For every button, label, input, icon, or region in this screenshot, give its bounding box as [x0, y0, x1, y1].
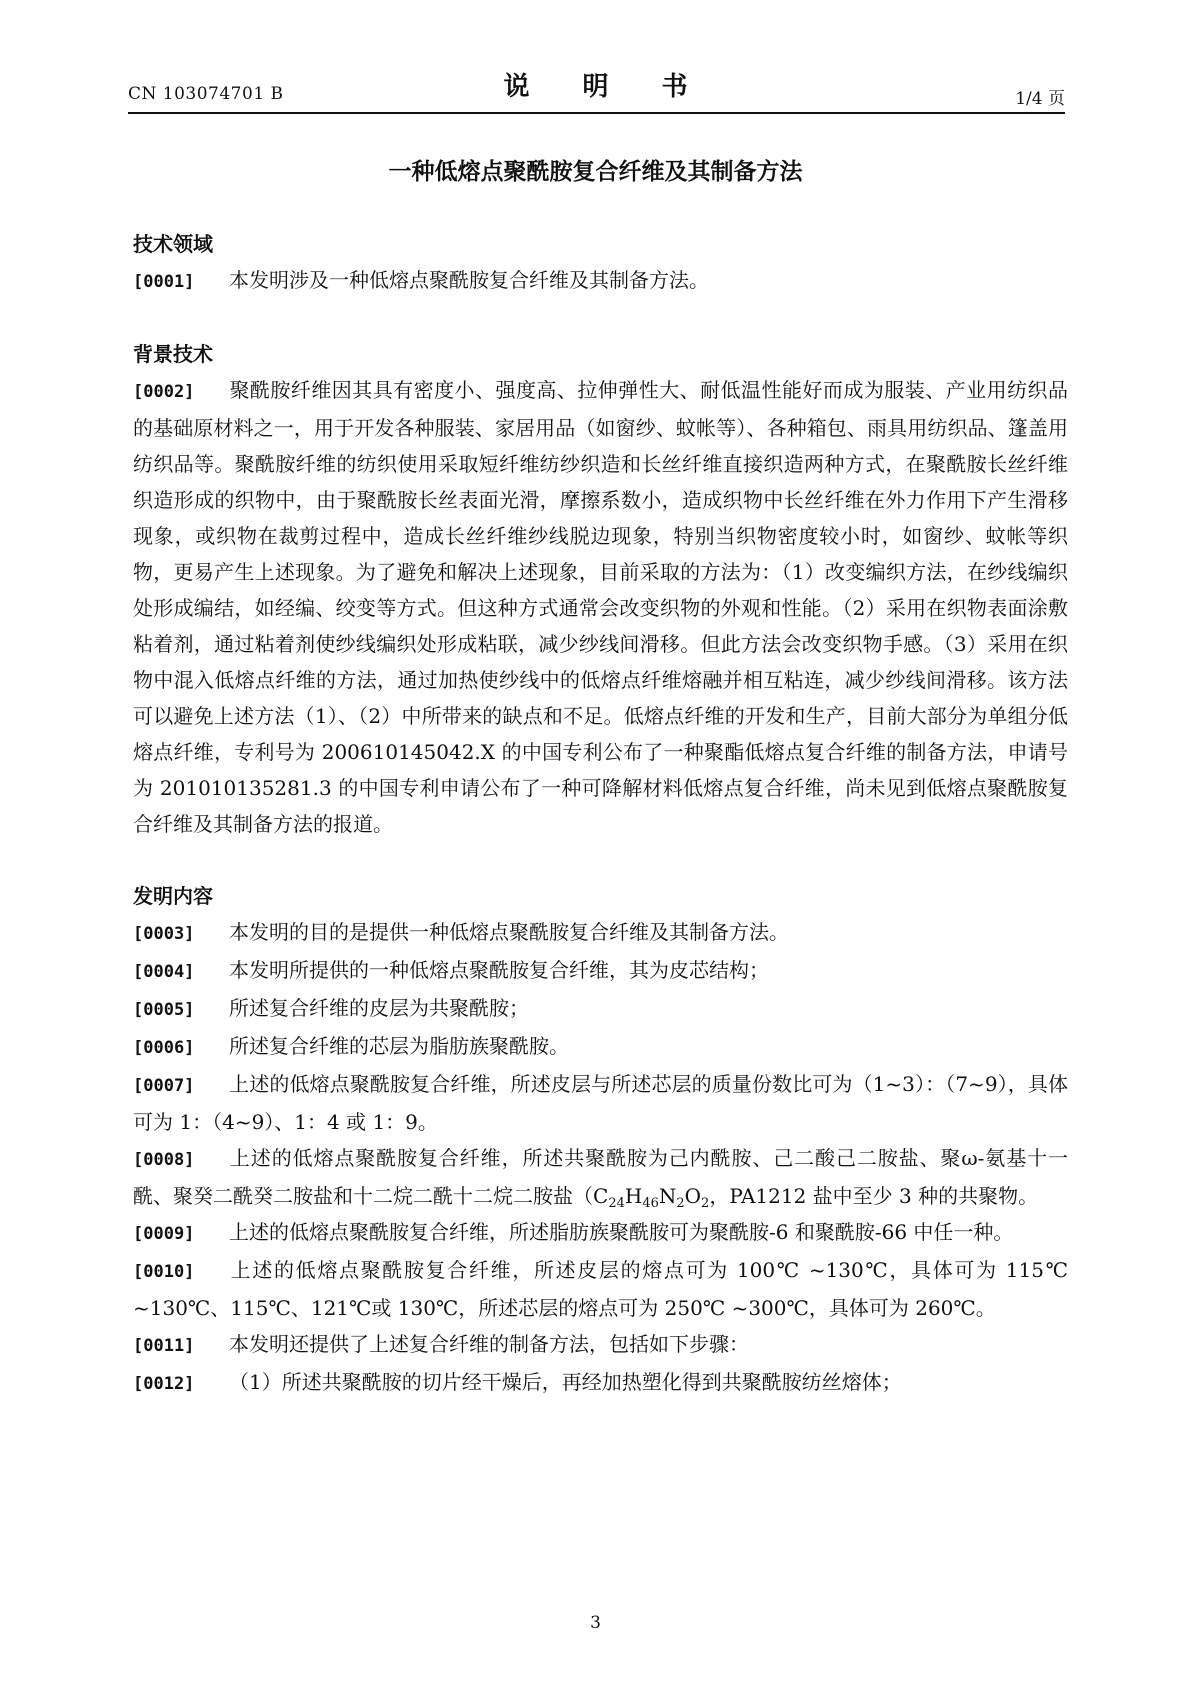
section-heading-summary: 发明内容	[133, 884, 213, 908]
formula-subscript: 2	[676, 1196, 685, 1211]
paragraph	[133, 372, 1068, 842]
header-divider	[128, 112, 1065, 114]
paragraph	[133, 262, 1068, 300]
paragraph	[133, 1028, 1068, 1066]
paragraph	[133, 1214, 1068, 1252]
paragraph	[133, 952, 1068, 990]
paragraph-number: [0003]	[133, 924, 195, 944]
paragraph-text: ，PA1212 盐中至少 3 种的共聚物。	[709, 1184, 1039, 1208]
paragraph-text: 本发明所提供的一种低熔点聚酰胺复合纤维，其为皮芯结构；	[229, 958, 769, 982]
paragraph-number: [0001]	[133, 272, 195, 292]
formula-subscript: 2	[701, 1196, 710, 1211]
paragraph-number: [0008]	[133, 1150, 195, 1170]
paragraph-number: [0002]	[133, 382, 195, 402]
paragraph-number: [0004]	[133, 962, 195, 982]
paragraph-number: [0010]	[133, 1262, 195, 1282]
formula-element: H	[624, 1184, 643, 1208]
paragraph	[133, 1252, 1068, 1326]
paragraph-text: （1）所述共聚酰胺的切片经干燥后，再经加热塑化得到共聚酰胺纺丝熔体；	[229, 1370, 902, 1394]
paragraph-text: 上述的低熔点聚酰胺复合纤维，所述脂肪族聚酰胺可为聚酰胺-6 和聚酰胺-66 中任一种。	[229, 1220, 1014, 1244]
formula-element: N	[658, 1184, 677, 1208]
invention-title: 一种低熔点聚酰胺复合纤维及其制备方法	[388, 159, 803, 185]
paragraph	[133, 1066, 1068, 1140]
paragraph	[133, 1326, 1068, 1364]
paragraph-text: 上述的低熔点聚酰胺复合纤维，所述皮层与所述芯层的质量份数比可为（1~3）：（7~9），具体可为 1：（4~9）、1：4 或 1：9。	[133, 1072, 1068, 1134]
paragraph-text: 本发明涉及一种低熔点聚酰胺复合纤维及其制备方法。	[229, 268, 709, 292]
description-body	[133, 226, 1068, 1402]
section-heading-background: 背景技术	[133, 342, 213, 366]
formula-subscript: 46	[642, 1196, 659, 1211]
paragraph	[133, 1364, 1068, 1402]
paragraph-text: 聚酰胺纤维因其具有密度小、强度高、拉伸弹性大、耐低温性能好而成为服装、产业用纺织品的基础原材料之一，用于开发各种服装、家居用品（如窗纱、蚊帐等）、各种箱包、雨具用纺织品、篷盖用纺织品等。聚酰胺纤维的纺织使用采取短纤维纺纱织造和长丝纤维直接织造两种方式，在聚酰胺长丝纤维织造形成的织物中，由于聚酰胺长丝表面光滑，摩擦系数小，造成织物中长丝纤维在外力作用下产生滑移现象，或织物在裁剪过程中，造成长丝纤维纱线脱边现象，特别当织物密度较小时，如窗纱、蚊帐等织物，更易产生上述现象。为了避免和解决上述现象，目前采取的方法为：（1）改变编织方法，在纱线编织处形成编结，如经编、绞变等方式。但这种方式通常会改变织物的外观和性能。（2）采用在织物表面涂敷粘着剂，通过粘着剂使纱线编织处形成粘联，减少纱线间滑移。但此方法会改变织物手感。（3）采用在织物中混入低熔点纤维的方法，通过加热使纱线中的低熔点纤维熔融并相互粘连，减少纱线间滑移。该方法可以避免上述方法（1）、（2）中所带来的缺点和不足。低熔点纤维的开发和生产，目前大部分为单组分低熔点纤维，专利号为 200610145042.X 的中国专利公布了一种聚酯低熔点复合纤维的制备方法，申请号为 201010135281.3 的中国专利申请公布了一种可降解材料低熔点复合纤维，尚未见到低熔点聚酰胺复合纤维及其制备方法的报道。	[133, 378, 1068, 836]
paragraph-text: 本发明的目的是提供一种低熔点聚酰胺复合纤维及其制备方法。	[229, 920, 789, 944]
publication-number: CN 103074701 B	[128, 84, 284, 104]
paragraph-number: [0011]	[133, 1336, 195, 1356]
paragraph	[133, 990, 1068, 1028]
paragraph-text: 所述复合纤维的皮层为共聚酰胺；	[229, 996, 529, 1020]
paragraph	[133, 914, 1068, 952]
paragraph-text: 本发明还提供了上述复合纤维的制备方法，包括如下步骤：	[229, 1332, 749, 1356]
paragraph-number: [0009]	[133, 1224, 195, 1244]
page-number: 3	[590, 1613, 601, 1633]
document-type-heading: 说 明 书	[503, 72, 710, 102]
paragraph-number: [0007]	[133, 1076, 195, 1096]
paragraph-number: [0012]	[133, 1374, 195, 1394]
page-count-label: 1/4 页	[1015, 89, 1065, 109]
paragraph-text: 上述的低熔点聚酰胺复合纤维，所述皮层的熔点可为 100℃ ~130℃，具体可为 115℃ ~130℃、115℃、121℃或 130℃，所述芯层的熔点可为 250℃ ~300℃，具体可为 260℃。	[133, 1258, 1068, 1320]
paragraph-text: 上述的低熔点聚酰胺复合纤维，所述共聚酰胺为己内酰胺、己二酸己二胺盐、聚ω-氨基十一酰、聚癸二酰癸二胺盐和十二烷二酰十二烷二胺盐（C	[133, 1146, 1068, 1208]
formula-element: O	[684, 1184, 702, 1208]
paragraph-text: 所述复合纤维的芯层为脂肪族聚酰胺。	[229, 1034, 569, 1058]
formula-subscript: 24	[608, 1196, 625, 1211]
paragraph	[133, 1140, 1068, 1214]
section-heading-tech-field: 技术领域	[133, 232, 213, 256]
paragraph-number: [0006]	[133, 1038, 195, 1058]
paragraph-number: [0005]	[133, 1000, 195, 1020]
